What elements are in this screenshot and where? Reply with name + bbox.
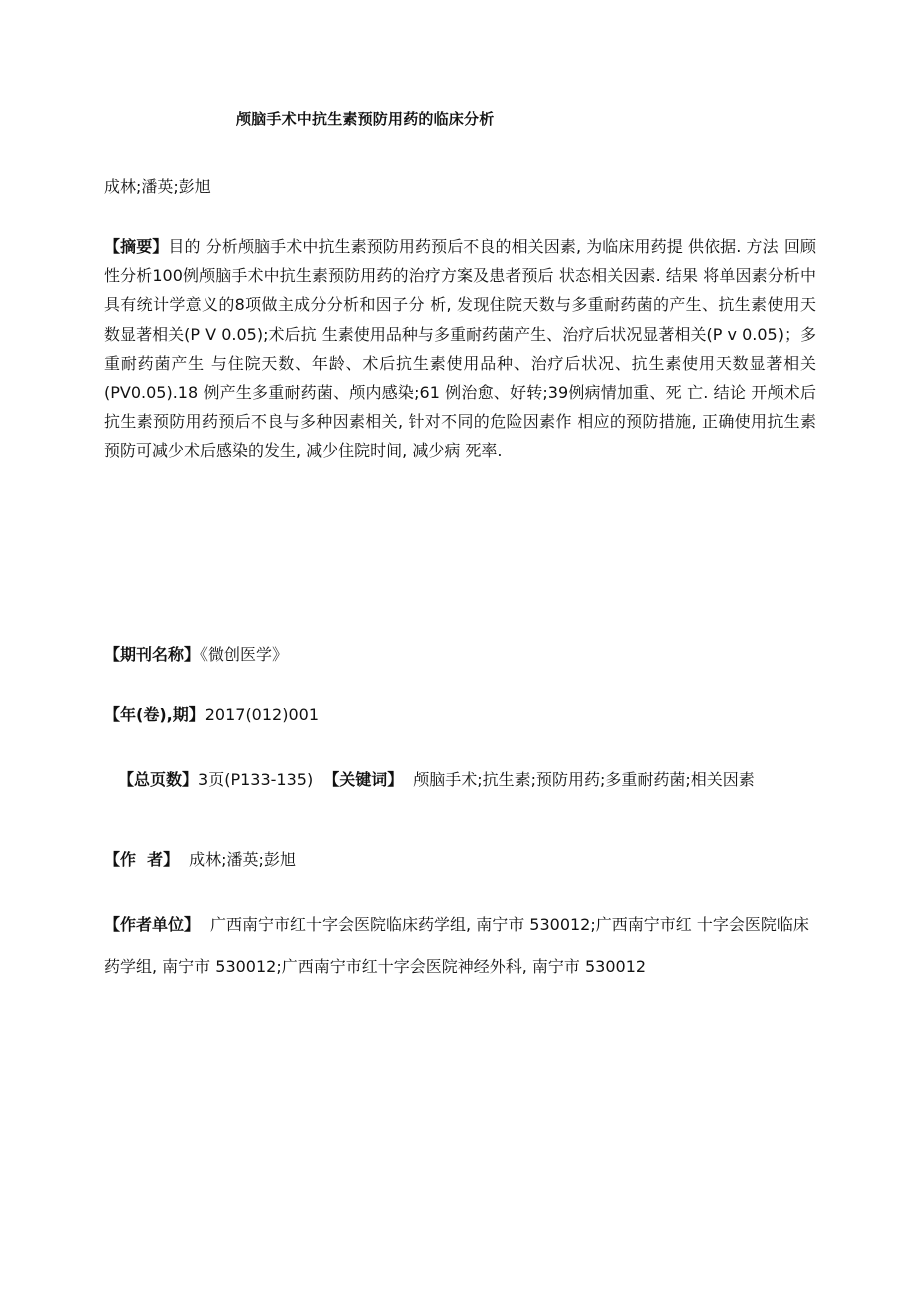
authors-field (104, 848, 816, 872)
total-pages-label: 【总页数】 (118, 770, 199, 789)
keywords-label: 【关键词】 (323, 770, 404, 789)
authors-value: 成林;潘英;彭旭 (189, 850, 296, 869)
affiliation-label: 【作者单位】 (104, 915, 201, 934)
journal-value: 《微创医学》 (200, 645, 289, 664)
pages-keywords-field (104, 768, 816, 792)
affiliation-field (104, 904, 816, 988)
year-volume-issue-field (104, 703, 816, 727)
article-title: 颅脑手术中抗生素预防用药的临床分析 (236, 110, 495, 128)
affiliation-value: 广西南宁市红十字会医院临床药学组, 南宁市 530012;广西南宁市红 十字会医院临床药学组, 南宁市 530012;广西南宁市红十字会医院神经外科, 南宁市 530012 (104, 915, 809, 976)
abstract-text: 目的 分析颅脑手术中抗生素预防用药预后不良的相关因素, 为临床用药提 供依据. 方法 回顾性分析100例颅脑手术中抗生素预防用药的治疗方案及患者预后 状态相关因素. 结果 将单因素分析中具有统计学意义的8项做主成分分析和因子分 析, 发现住院天数与多重耐药菌的产生、抗生素使用天数显著相关(P V 0.05);术后抗 生素使用品种与多重耐药菌产生、治疗后状况显著相关(P v 0.05)；多重耐药菌产生 与住院天数、年龄、术后抗生素使用品种、治疗后状况、抗生素使用天数显著相关 (PV0.05).18 例产生多重耐药菌、颅内感染;61 例治愈、好转;39例病情加重、死 亡. 结论 开颅术后抗生素预防用药预后不良与多种因素相关, 针对不同的危险因素作 相应的预防措施, 正确使用抗生素预防可减少术后感染的发生, 减少住院时间, 减少病 死率. (104, 237, 816, 461)
year-volume-issue-value: 2017(012)001 (204, 705, 319, 724)
journal-label: 【期刊名称】 (104, 645, 201, 664)
total-pages-value: 3页(P133-135) (198, 770, 314, 789)
author-list: 成林;潘英;彭旭 (104, 177, 211, 196)
authors-label: 【作 者】 (104, 850, 180, 869)
abstract-label: 【摘要】 (104, 237, 169, 256)
journal-field (104, 643, 816, 667)
keywords-value: 颅脑手术;抗生素;预防用药;多重耐药菌;相关因素 (413, 770, 755, 789)
year-volume-issue-label: 【年(卷),期】 (104, 705, 205, 724)
abstract-paragraph (104, 232, 816, 466)
